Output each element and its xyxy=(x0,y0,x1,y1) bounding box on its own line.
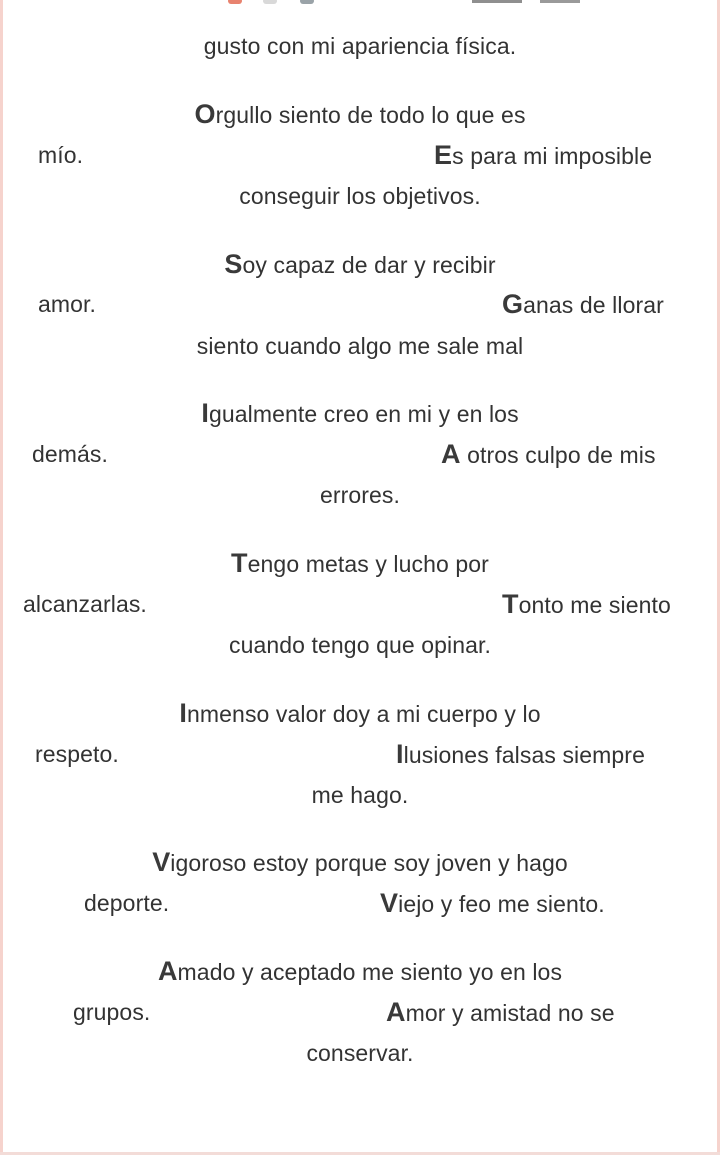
verse-text: anas de llorar xyxy=(523,292,664,318)
verse-text: s para mi imposible xyxy=(452,143,653,169)
negative-verse xyxy=(441,434,656,475)
positive-verse xyxy=(0,951,720,992)
verse-text: igoroso estoy porque soy joven y hago xyxy=(170,850,568,876)
acrostic-initial: A xyxy=(386,997,406,1027)
verse-end: conseguir los objetivos. xyxy=(239,183,481,209)
acrostic-initial: S xyxy=(224,249,243,279)
verse-end: conservar. xyxy=(306,1040,414,1066)
battery-icon xyxy=(540,0,580,3)
negative-verse xyxy=(386,992,615,1033)
signal-icon xyxy=(472,0,522,3)
acrostic-initial: I xyxy=(201,398,209,428)
verse-text: lusiones falsas siempre xyxy=(403,742,645,768)
verse-text: rgullo siento de todo lo que es xyxy=(215,102,526,128)
poem-line xyxy=(0,94,720,134)
acrostic-initial: T xyxy=(502,589,519,619)
poem-line xyxy=(0,584,720,624)
poem-line xyxy=(0,326,720,366)
verse-end: respeto. xyxy=(35,741,119,767)
verse-text: engo metas y lucho por xyxy=(247,551,489,577)
poem-line xyxy=(0,475,720,515)
poem-line xyxy=(0,951,720,991)
verse-end: grupos. xyxy=(73,999,151,1025)
notification-icon xyxy=(228,0,242,4)
poem-line xyxy=(0,244,720,284)
poem-line xyxy=(0,842,720,882)
poem-line xyxy=(0,135,720,175)
verse-end: me hago. xyxy=(311,782,409,808)
verse-end: errores. xyxy=(319,482,401,508)
poem-line xyxy=(0,176,720,216)
verse-text: oy capaz de dar y recibir xyxy=(242,252,496,278)
poem-line xyxy=(0,284,720,324)
verse-end: mío. xyxy=(38,142,84,168)
verse-text: mor y amistad no se xyxy=(405,1000,615,1026)
verse-text: onto me siento xyxy=(518,592,671,618)
acrostic-initial: I xyxy=(396,739,404,769)
negative-verse xyxy=(502,284,664,325)
negative-verse xyxy=(380,883,605,924)
verse-end: amor. xyxy=(38,291,97,317)
acrostic-initial: A xyxy=(441,439,461,469)
positive-verse xyxy=(0,393,720,434)
acrostic-initial: V xyxy=(380,888,399,918)
verse-text: gualmente creo en mi y en los xyxy=(208,401,519,427)
negative-verse xyxy=(434,135,652,176)
circle-icon xyxy=(263,0,277,4)
poem-line xyxy=(0,434,720,474)
poem-line xyxy=(0,883,720,923)
negative-verse xyxy=(396,734,645,775)
poem-line xyxy=(0,625,720,665)
positive-verse xyxy=(0,543,720,584)
verse-text: iejo y feo me siento. xyxy=(398,891,605,917)
negative-verse xyxy=(502,584,671,625)
poem-line xyxy=(0,992,720,1032)
acrostic-initial: I xyxy=(179,698,188,728)
verse-end: deporte. xyxy=(84,890,170,916)
poem-line xyxy=(0,26,720,66)
positive-verse xyxy=(0,693,720,734)
acrostic-initial: O xyxy=(194,99,216,129)
verse-text: otros culpo de mis xyxy=(460,442,656,468)
poem-line xyxy=(0,734,720,774)
verse-text: nmenso valor doy a mi cuerpo y lo xyxy=(187,701,541,727)
poem-line xyxy=(0,1033,720,1073)
status-bar xyxy=(0,0,720,6)
positive-verse xyxy=(0,94,720,135)
square-icon xyxy=(300,0,314,4)
positive-verse xyxy=(0,244,720,285)
poem-line xyxy=(0,775,720,815)
verse-end: siento cuando algo me sale mal xyxy=(196,333,524,359)
verse-end: alcanzarlas. xyxy=(23,591,147,617)
poem-line xyxy=(0,543,720,583)
verse-end: demás. xyxy=(32,441,109,467)
verse-text: mado y aceptado me siento yo en los xyxy=(177,959,563,985)
poem-line xyxy=(0,693,720,733)
verse-end: cuando tengo que opinar. xyxy=(228,632,491,658)
poem-text: gusto con mi apariencia física. xyxy=(203,33,517,59)
acrostic-initial: V xyxy=(152,847,171,877)
acrostic-initial: A xyxy=(157,956,178,986)
positive-verse xyxy=(0,842,720,883)
acrostic-initial: G xyxy=(502,289,524,319)
poem-line xyxy=(0,393,720,433)
acrostic-initial: E xyxy=(434,140,453,170)
acrostic-initial: T xyxy=(231,548,248,578)
